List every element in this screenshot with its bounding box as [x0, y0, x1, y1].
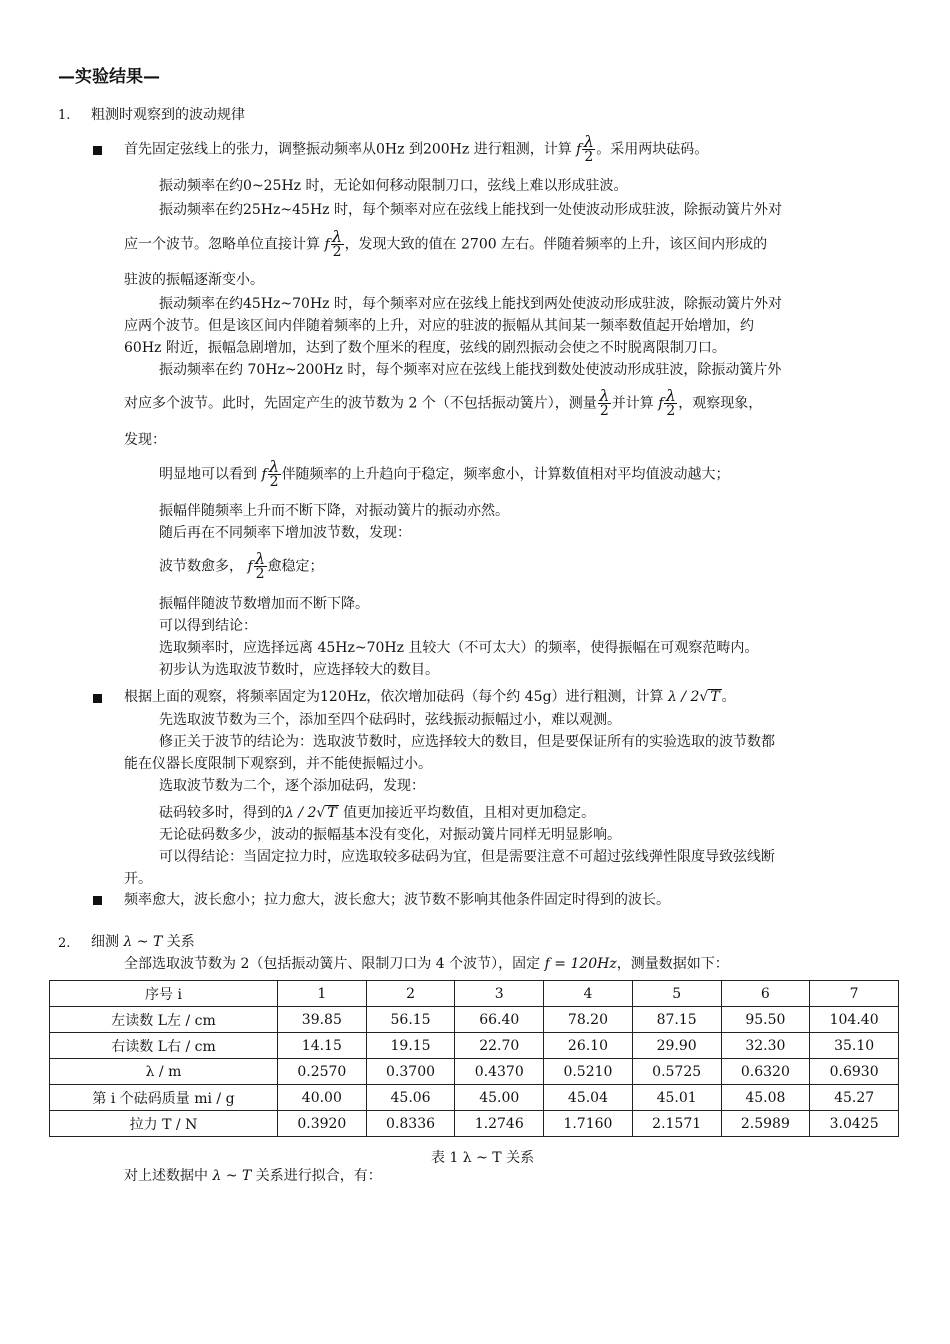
para2-line2 — [124, 229, 767, 260]
para2-text-b: ，发现大致的值在 2700 左右。伴随着频率的上升，该区间内形成的 — [344, 236, 768, 253]
table-cell: 66.40 — [455, 1007, 544, 1033]
table-cell: 87.15 — [632, 1007, 721, 1033]
table-cell: 39.85 — [278, 1007, 367, 1033]
bullet2-line: 根据上面的观察，将频率固定为120Hz，依次增加砝码（每个约 45g）进行粗测，计算 λ / 2√ T 。 — [124, 689, 736, 705]
frac-den: 2 — [666, 403, 676, 419]
item2-intro — [124, 955, 729, 973]
fraction-lambda-2 — [664, 388, 677, 419]
table-row — [50, 1085, 899, 1111]
math-f: f — [576, 141, 582, 158]
para2-line1: 振动频率在约25Hz~45Hz 时，每个频率对应在弦线上能找到一处使波动形成驻波，除振动簧片外对 — [159, 202, 782, 218]
table-cell: 29.90 — [632, 1033, 721, 1059]
table-cell: 5 — [632, 981, 721, 1007]
table-cell: 32.30 — [721, 1033, 810, 1059]
para4-text-b: 并计算 — [611, 395, 654, 412]
math-lambda-over: λ / 2 — [285, 805, 317, 821]
table-cell: 45.08 — [721, 1085, 810, 1111]
para4-line1: 振动频率在约 70Hz~200Hz 时，每个频率对应在弦线上能找到数处使波动形成驻波，除振动簧片外 — [159, 362, 782, 378]
bullet2-q2-line1: 修正关于波节的结论为：选取波节数时，应选择较大的数目，但是要保证所有的实验选取的波节数都 — [159, 734, 775, 750]
bullet2-q6-line2: 开。 — [124, 871, 152, 887]
item1-number: 1. — [58, 108, 71, 123]
math-sqrt-T: T — [710, 689, 720, 705]
data-table — [49, 980, 899, 1137]
math-sqrt-T: T — [327, 805, 337, 821]
para3-line3: 60Hz 附近，振幅急剧增加，达到了数个厘米的程度，弦线的剧烈振动会使之不时脱离限制刀口。 — [124, 340, 726, 356]
table-cell: 0.6930 — [810, 1059, 899, 1085]
table-cell: 22.70 — [455, 1033, 544, 1059]
item2-heading-a: 细测 — [91, 934, 119, 950]
table-cell: 26.10 — [544, 1033, 633, 1059]
table-cell: 40.00 — [278, 1085, 367, 1111]
para2-text-a: 应一个波节。忽略单位直接计算 — [124, 236, 320, 253]
item2-intro-b: ，测量数据如下： — [616, 956, 729, 972]
obs4-text-b: 愈稳定； — [267, 558, 324, 575]
frac-den: 2 — [255, 566, 265, 582]
table-cell: 7 — [810, 981, 899, 1007]
obs7: 选取频率时，应选择远离 45Hz~70Hz 且较大（不可太大）的频率，使得振幅在可观察范畴内。 — [159, 640, 759, 656]
table-cell: 2.5989 — [721, 1111, 810, 1137]
bullet2-q6-line1: 可以得结论：当固定拉力时，应选取较多砝码为宜，但是需要注意不可超过弦线弹性限度导致弦线断 — [159, 849, 775, 865]
fraction-lambda-2 — [598, 388, 611, 419]
section-title: —实验结果— — [58, 67, 160, 87]
table-cell: 0.4370 — [455, 1059, 544, 1085]
fraction-lambda-2 — [582, 134, 595, 165]
para4-text-c: ，观察现象， — [678, 395, 763, 412]
frac-num: λ — [255, 549, 266, 568]
bullet2-q3: 选取波节数为二个，逐个添加砝码，发现： — [159, 778, 425, 794]
table-cell: 3.0425 — [810, 1111, 899, 1137]
obs1 — [159, 459, 730, 490]
table-cell: 45.04 — [544, 1085, 633, 1111]
item2-heading-b: 关系 — [166, 934, 195, 950]
frac-num: λ — [269, 457, 280, 476]
obs1-text-a: 明显地可以看到 — [159, 466, 257, 483]
table-cell: 45.00 — [455, 1085, 544, 1111]
row-label: 序号 i — [50, 981, 278, 1007]
math-f: f — [247, 558, 253, 575]
table-cell: 1.7160 — [544, 1111, 633, 1137]
table-cell: 6 — [721, 981, 810, 1007]
item2-number: 2. — [58, 936, 71, 951]
bullet-square-icon — [93, 146, 102, 155]
math-lambda-over: λ / 2 — [667, 689, 700, 705]
table-row — [50, 1033, 899, 1059]
row-label: 左读数 L左 / cm — [50, 1007, 278, 1033]
bullet2-q1: 先选取波节数为三个，添加至四个砝码时，弦线振动振幅过小，难以观测。 — [159, 712, 621, 728]
table-cell: 104.40 — [810, 1007, 899, 1033]
obs2: 振幅伴随频率上升而不断下降，对振动簧片的振动亦然。 — [159, 503, 509, 519]
table-cell: 0.5210 — [544, 1059, 633, 1085]
table-cell: 0.3700 — [366, 1059, 455, 1085]
closing-text-a: 对上述数据中 — [124, 1168, 208, 1184]
frac-den: 2 — [269, 474, 279, 490]
bullet-square-icon — [93, 896, 102, 905]
table-row — [50, 1059, 899, 1085]
para4-line2 — [124, 388, 762, 419]
table-row — [50, 1111, 899, 1137]
bullet2-text-a: 根据上面的观察，将频率固定为120Hz，依次增加砝码（每个约 45g）进行粗测，计算 — [124, 689, 664, 705]
item2-heading — [91, 933, 195, 951]
frac-den: 2 — [584, 149, 594, 165]
table-cell: 0.5725 — [632, 1059, 721, 1085]
math-f-eq: f = 120Hz — [544, 956, 617, 972]
table-cell: 1.2746 — [455, 1111, 544, 1137]
closing-line — [124, 1167, 382, 1185]
para3-line2: 应两个波节。但是该区间内伴随着频率的上升，对应的驻波的振幅从其间某一频率数值起开始增加，约 — [124, 318, 754, 334]
math-lambda-T: λ ~ T — [123, 934, 163, 950]
table-cell: 45.06 — [366, 1085, 455, 1111]
frac-num: λ — [332, 227, 343, 246]
obs8: 初步认为选取波节数时，应选择较大的数目。 — [159, 662, 439, 678]
table-caption: 表 1 λ ~ T 关系 — [431, 1150, 535, 1166]
bullet-square-icon — [93, 694, 102, 703]
bullet1-line — [124, 134, 708, 165]
obs3: 随后再在不同频率下增加波节数，发现： — [159, 525, 411, 541]
bullet1-text-b: 。采用两块砝码。 — [596, 141, 709, 158]
bullet2-q2-line2: 能在仪器长度限制下观察到，并不能使振幅过小。 — [124, 756, 432, 772]
table-cell: 95.50 — [721, 1007, 810, 1033]
q4-text-b: 值更加接近平均数值，且相对更加稳定。 — [343, 805, 596, 821]
row-label: 右读数 L右 / cm — [50, 1033, 278, 1059]
obs4-text-a: 波节数愈多， — [159, 558, 243, 575]
fraction-lambda-2 — [254, 551, 267, 582]
table-cell: 0.6320 — [721, 1059, 810, 1085]
table-cell: 19.15 — [366, 1033, 455, 1059]
table-cell: 2 — [366, 981, 455, 1007]
row-label: λ / m — [50, 1059, 278, 1085]
table-cell: 0.8336 — [366, 1111, 455, 1137]
para2-line3: 驻波的振幅逐渐变小。 — [124, 272, 264, 288]
bullet2-text-b: 。 — [721, 689, 736, 705]
table-cell: 0.3920 — [278, 1111, 367, 1137]
table-cell: 14.15 — [278, 1033, 367, 1059]
closing-text-b: 关系进行拟合，有： — [255, 1168, 382, 1184]
table-cell: 45.27 — [810, 1085, 899, 1111]
frac-den: 2 — [332, 244, 342, 260]
table-cell: 4 — [544, 981, 633, 1007]
table-cell: 1 — [278, 981, 367, 1007]
para4-text-a: 对应多个波节。此时，先固定产生的波节数为 2 个（不包括振动簧片），测量 — [124, 395, 597, 412]
para1: 振动频率在约0~25Hz 时，无论如何移动限制刀口，弦线上难以形成驻波。 — [159, 178, 628, 194]
para3-line1: 振动频率在约45Hz~70Hz 时，每个频率对应在弦线上能找到两处使波动形成驻波，除振动簧片外对 — [159, 296, 782, 312]
obs5: 振幅伴随波节数增加而不断下降。 — [159, 596, 369, 612]
item2-intro-a: 全部选取波节数为 2（包括振动簧片、限制刀口为 4 个波节），固定 — [124, 956, 541, 972]
para4-line3: 发现： — [124, 432, 166, 448]
fraction-lambda-2 — [331, 229, 344, 260]
table-cell: 0.2570 — [278, 1059, 367, 1085]
table-cell: 35.10 — [810, 1033, 899, 1059]
bullet1-text-a: 首先固定弦线上的张力，调整振动频率从0Hz 到200Hz 进行粗测，计算 — [124, 141, 572, 158]
fraction-lambda-2 — [268, 459, 281, 490]
math-f: f — [658, 395, 664, 412]
frac-num: λ — [665, 386, 676, 405]
table-row — [50, 1007, 899, 1033]
math-f: f — [261, 466, 267, 483]
q4-text-a: 砝码较多时，得到的 — [159, 805, 285, 821]
table-cell: 2.1571 — [632, 1111, 721, 1137]
frac-den: 2 — [599, 403, 609, 419]
obs6: 可以得到结论： — [159, 618, 257, 634]
obs1-text-b: 伴随频率的上升趋向于稳定，频率愈小，计算数值相对平均值波动越大； — [281, 466, 730, 483]
frac-num: λ — [583, 132, 594, 151]
row-label: 第 i 个砝码质量 mi / g — [50, 1085, 278, 1111]
bullet2-q4: 砝码较多时，得到的λ / 2√ T 值更加接近平均数值，且相对更加稳定。 — [159, 805, 596, 821]
table-cell: 3 — [455, 981, 544, 1007]
bullet3-line: 频率愈大，波长愈小；拉力愈大，波长愈大；波节数不影响其他条件固定时得到的波长。 — [124, 892, 670, 908]
obs4 — [159, 551, 324, 582]
table-cell: 78.20 — [544, 1007, 633, 1033]
frac-num: λ — [599, 386, 610, 405]
table-row — [50, 981, 899, 1007]
table-cell: 45.01 — [632, 1085, 721, 1111]
item1-heading: 粗测时观察到的波动规律 — [91, 107, 245, 123]
bullet2-q5: 无论砝码数多少，波动的振幅基本没有变化，对振动簧片同样无明显影响。 — [159, 827, 621, 843]
math-lambda-T: λ ~ T — [212, 1168, 252, 1184]
table-cell: 56.15 — [366, 1007, 455, 1033]
math-f: f — [324, 236, 330, 253]
row-label: 拉力 T / N — [50, 1111, 278, 1137]
